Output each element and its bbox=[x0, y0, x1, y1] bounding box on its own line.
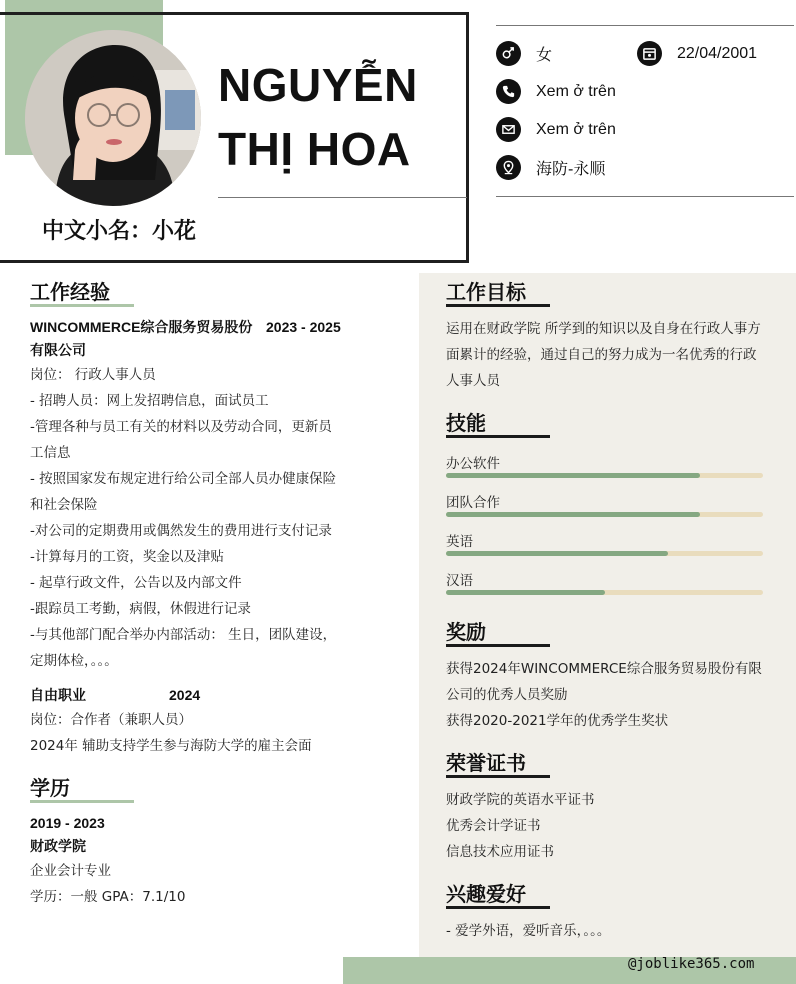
job1-duty: -计算每月的工资，奖金以及津贴 bbox=[30, 549, 224, 565]
skill-bar-fill bbox=[446, 512, 700, 517]
job1-company-line2: 有限公司 bbox=[30, 342, 86, 358]
job1-duty: - 按照国家发布规定进行给公司全部人员办健康保险 bbox=[30, 471, 337, 487]
hobby-line: - 爱学外语，爱听音乐，。。。 bbox=[446, 923, 611, 939]
job1-duty: - 招聘人员：网上发招聘信息，面试员工 bbox=[30, 393, 269, 409]
skill-bar-fill bbox=[446, 473, 700, 478]
objective-title: 工作目标 bbox=[446, 280, 526, 304]
education-title-underline bbox=[30, 800, 134, 803]
award-line: 获得2024年WINCOMMERCE综合服务贸易股份有限 bbox=[446, 661, 762, 677]
contact-divider-bottom bbox=[496, 196, 794, 197]
job1-years: 2023 - 2025 bbox=[266, 319, 341, 335]
skill-label: 办公软件 bbox=[446, 456, 500, 472]
education-years: 2019 - 2023 bbox=[30, 815, 105, 831]
education-gpa: 学历：一般 GPA：7.1/10 bbox=[30, 889, 186, 905]
portrait-photo bbox=[25, 30, 201, 206]
skill-bar-fill bbox=[446, 590, 605, 595]
certificate-line: 优秀会计学证书 bbox=[446, 818, 541, 834]
hobbies-title-underline bbox=[446, 906, 550, 909]
job1-company-line1: WINCOMMERCE综合服务贸易股份 bbox=[30, 319, 253, 335]
objective-title-underline bbox=[446, 304, 550, 307]
skill-bar-track bbox=[446, 512, 763, 517]
location-icon bbox=[496, 155, 521, 180]
contact-phone bbox=[496, 79, 616, 104]
contact-address bbox=[496, 155, 605, 180]
job1-duty: -管理各种与员工有关的材料以及劳动合同，更新员 bbox=[30, 419, 332, 435]
certificates-title-underline bbox=[446, 775, 550, 778]
phone-icon bbox=[496, 79, 521, 104]
skills-title-underline bbox=[446, 435, 550, 438]
objective-line: 运用在财政学院 所学到的知识以及自身在行政人事方 bbox=[446, 321, 761, 337]
gender-value: 女 bbox=[536, 47, 553, 64]
gender-icon bbox=[496, 41, 521, 66]
chinese-nickname: 中文小名：小花 bbox=[42, 219, 197, 244]
email-icon bbox=[496, 117, 521, 142]
job1-position: 岗位： 行政人事人员 bbox=[30, 367, 156, 383]
skill-label: 汉语 bbox=[446, 573, 473, 589]
skill-bar-track bbox=[446, 590, 763, 595]
job1-duty: -跟踪员工考勤，病假，休假进行记录 bbox=[30, 601, 251, 617]
job2-company: 自由职业 bbox=[30, 687, 86, 703]
birthdate-value: 22/04/2001 bbox=[677, 44, 758, 62]
job2-duty: 2024年 辅助支持学生参与海防大学的雇主会面 bbox=[30, 738, 312, 754]
certificate-line: 财政学院的英语水平证书 bbox=[446, 792, 595, 808]
award-line: 公司的优秀人员奖励 bbox=[446, 687, 568, 703]
awards-title-underline bbox=[446, 644, 550, 647]
skill-label: 团队合作 bbox=[446, 495, 500, 511]
phone-value: Xem ở trên bbox=[536, 82, 616, 100]
education-major: 企业会计专业 bbox=[30, 863, 111, 879]
skills-title: 技能 bbox=[446, 411, 486, 435]
job2-years: 2024 bbox=[169, 687, 201, 703]
hobbies-title: 兴趣爱好 bbox=[446, 882, 526, 906]
contact-email bbox=[496, 117, 616, 142]
address-value: 海防-永顺 bbox=[536, 161, 606, 178]
skill-bar-track bbox=[446, 473, 763, 478]
skill-bar-track bbox=[446, 551, 763, 556]
job1-duty: 工信息 bbox=[30, 445, 71, 461]
job1-duty: - 起草行政文件，公告以及内部文件 bbox=[30, 575, 242, 591]
job1-duty: -与其他部门配合举办内部活动： 生日，团队建设， bbox=[30, 627, 337, 643]
awards-title: 奖励 bbox=[446, 620, 486, 644]
calendar-icon bbox=[637, 41, 662, 66]
avatar bbox=[25, 30, 201, 206]
experience-title-underline bbox=[30, 304, 134, 307]
experience-title: 工作经验 bbox=[30, 280, 110, 304]
certificates-title: 荣誉证书 bbox=[446, 751, 526, 775]
full-name-line2: THỊ HOA bbox=[218, 123, 411, 175]
award-line: 获得2020-2021学年的优秀学生奖状 bbox=[446, 713, 669, 729]
job1-duty: 定期体检，。。。 bbox=[30, 653, 118, 669]
skill-label: 英语 bbox=[446, 534, 473, 550]
name-divider bbox=[218, 197, 467, 198]
job1-duty: 和社会保险 bbox=[30, 497, 98, 513]
skill-bar-fill bbox=[446, 551, 668, 556]
footer-watermark: @joblike365.com bbox=[628, 956, 755, 972]
certificate-line: 信息技术应用证书 bbox=[446, 844, 554, 860]
objective-line: 人事人员 bbox=[446, 373, 500, 389]
job1-duty: -对公司的定期费用或偶然发生的费用进行支付记录 bbox=[30, 523, 332, 539]
contact-gender bbox=[496, 41, 552, 66]
education-school: 财政学院 bbox=[30, 838, 86, 854]
education-title: 学历 bbox=[30, 776, 70, 800]
full-name-line1: NGUYỄN bbox=[218, 59, 418, 111]
job2-position: 岗位：合作者（兼职人员） bbox=[30, 712, 192, 728]
email-value: Xem ở trên bbox=[536, 120, 616, 138]
contact-birthdate bbox=[637, 41, 757, 66]
objective-line: 面累计的经验，通过自己的努力成为一名优秀的行政 bbox=[446, 347, 757, 363]
contact-divider-top bbox=[496, 25, 794, 26]
